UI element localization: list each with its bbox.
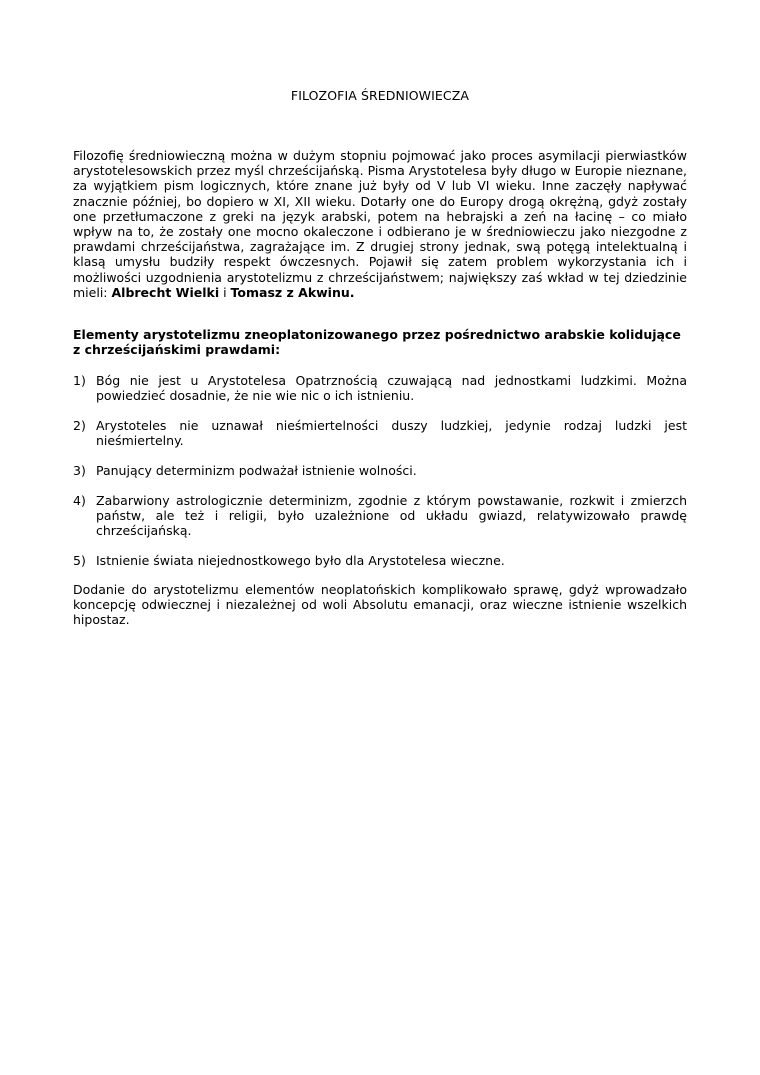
list-item-text: Istnienie świata niejednostkowego było dla Arystotelesa wieczne.	[96, 553, 505, 568]
closing-paragraph: Dodanie do arystotelizmu elementów neoplatońskich komplikowało sprawę, gdyż wprowadzało koncepcję odwiecznej i niezależnej od woli Absolutu emanacji, oraz wieczne istnienie wszelkich hipostaz.	[73, 582, 687, 628]
name-tomasz: Tomasz z Akwinu.	[230, 284, 355, 300]
list-item-number: 4)	[73, 493, 86, 508]
list-item-text: Panujący determinizm podważał istnienie wolności.	[96, 463, 417, 478]
list-item	[73, 553, 687, 568]
list-item	[73, 418, 687, 448]
list-item-number: 3)	[73, 463, 86, 478]
name-albrecht: Albrecht Wielki	[111, 284, 220, 300]
list-item-text: Bóg nie jest u Arystotelesa Opatrznością czuwającą nad jednostkami ludzkimi. Można powiedzieć dosadnie, że nie wie nic o ich istnieniu.	[96, 373, 687, 404]
list-item	[73, 463, 687, 478]
intro-text: Filozofię średniowieczną można w dużym stopniu pojmować jako proces asymilacji pierwiastków arystotelesowskich przez myśl chrześcijańską. Pisma Arystotelesa były długo w Europie nieznane, za wyjątkiem pism logicznych, które znane już były od V lub VI wieku. Inne zaczęły napływać znacznie później, bo dopiero w XI, XII wieku. Dotarły one do Europy drogą okrężną, gdyż zostały one przetłumaczone z greki na język arabski, potem na hebrajski a zeń na łacinę – co miało wpływ na to, że zostały one mocno okaleczone i odbierano je w średniowieczu jako niezgodne z prawdami chrześcijaństwa, zagrażające im. Z drugiej strony jednak, swą potęgą intelektualną i klasą umysłu budziły respekt ówczesnych. Pojawił się zatem problem wykorzystania ich i możliwości uzgodnienia arystotelizmu z chrześcijaństwem; największy zaś wkład w tej dziedzinie mieli:	[73, 148, 687, 300]
section-heading: Elementy arystotelizmu zneoplatonizowanego przez pośrednictwo arabskie kolidujące z chrześcijańskimi prawdami:	[73, 327, 681, 358]
list-item-number: 5)	[73, 553, 86, 568]
list-item	[73, 493, 687, 539]
intro-connector: i	[219, 284, 231, 300]
list-item	[73, 373, 687, 403]
list-item-text: Zabarwiony astrologicznie determinizm, zgodnie z którym powstawanie, rozkwit i zmierzch państw, ale też i religii, było uzależnione od układu gwiazd, relatywizowało prawdę chrześcijańską.	[96, 493, 687, 539]
list-item-number: 2)	[73, 418, 86, 433]
intro-paragraph	[73, 148, 687, 300]
list-item-number: 1)	[73, 373, 86, 388]
list-item-text: Arystoteles nie uznawał nieśmiertelności duszy ludzkiej, jedynie rodzaj ludzki jest nieśmiertelny.	[96, 418, 687, 449]
page-title: FILOZOFIA ŚREDNIOWIECZA	[290, 88, 470, 103]
